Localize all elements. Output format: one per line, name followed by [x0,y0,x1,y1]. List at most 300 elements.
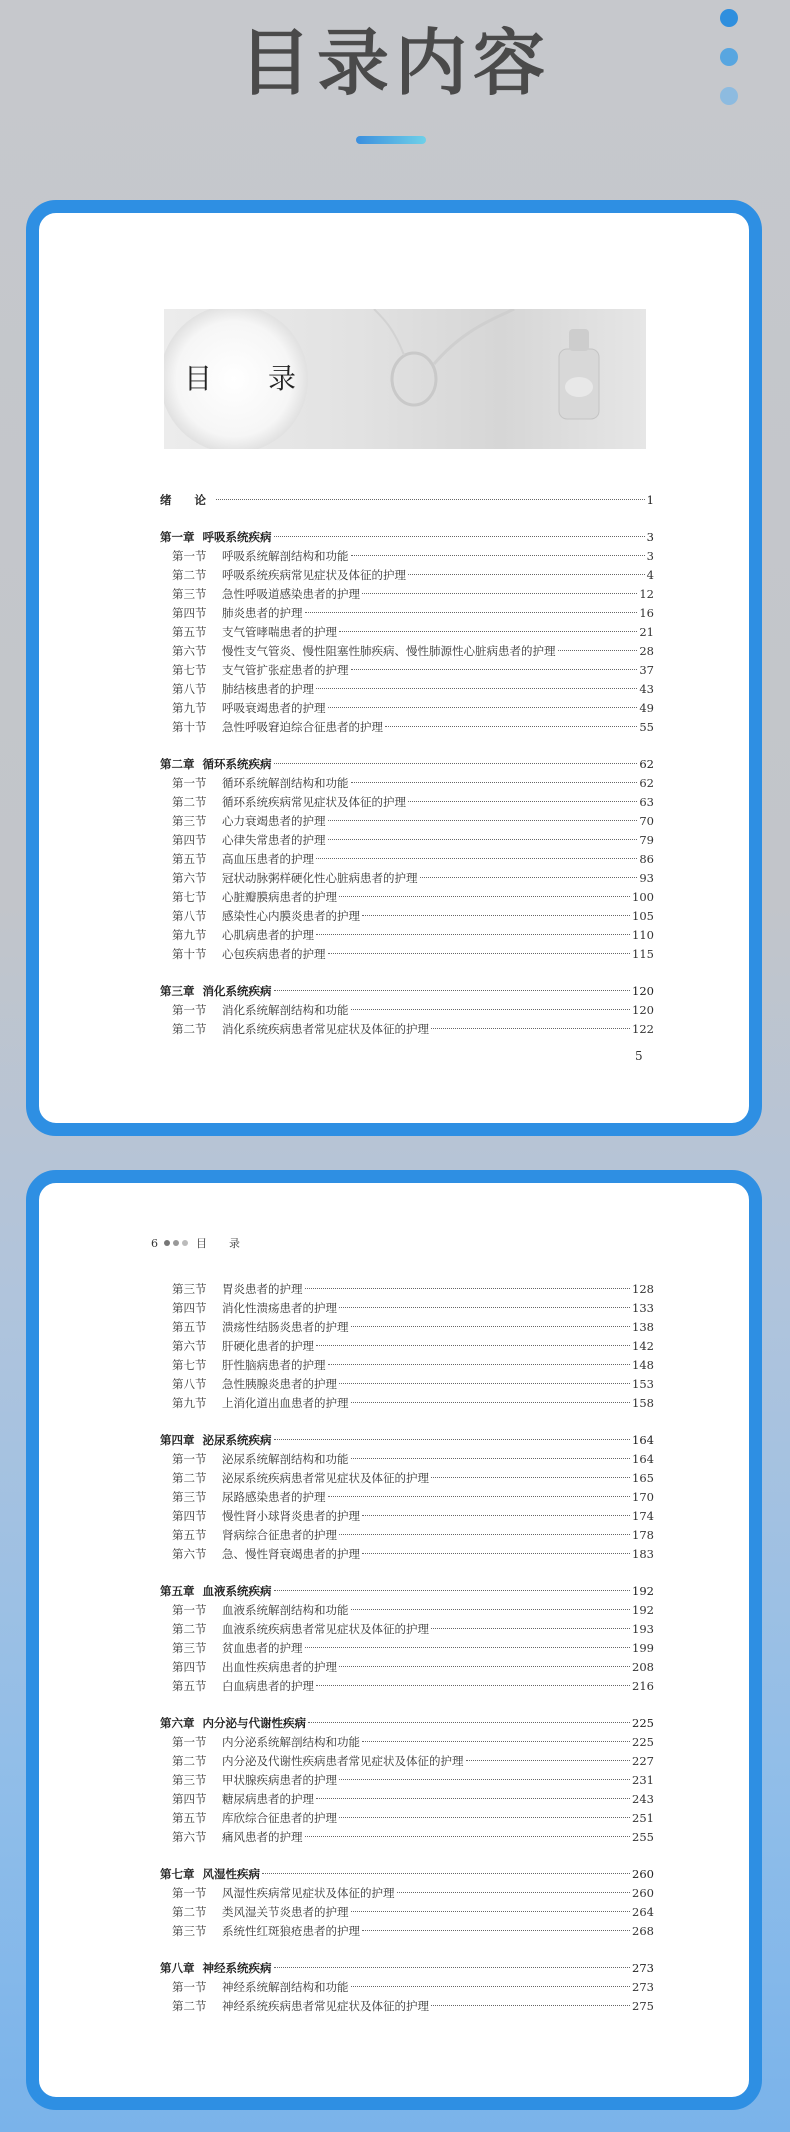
toc-page-card-2 [26,1170,762,2110]
toc-entry-title: 呼吸系统解剖结构和功能 [222,549,349,563]
toc-leader-dots [362,1553,630,1554]
toc-entry-number: 第六节 [172,1830,207,1844]
toc-entry-title: 冠状动脉粥样硬化性心脏病患者的护理 [222,871,418,885]
toc-entry-title: 神经系统疾病 [202,1961,272,1975]
toc-chapter-row[interactable] [160,755,654,774]
toc-section-row[interactable] [160,1545,654,1564]
toc-entry-title: 尿路感染患者的护理 [222,1490,326,1504]
toc-entry-number: 第一节 [172,549,207,563]
toc-entry-title: 系统性红斑狼疮患者的护理 [222,1924,360,1938]
toc-section-row[interactable] [160,566,654,585]
toc-leader-dots [305,1836,631,1837]
toc-leader-dots [262,1873,630,1874]
toc-entry-title: 慢性支气管炎、慢性阻塞性肺疾病、慢性肺源性心脏病患者的护理 [222,644,556,658]
toc-leader-dots [351,669,638,670]
toc-entry-number: 第二节 [172,795,207,809]
toc-leader-dots [316,1685,630,1686]
toc-entry-title: 慢性肾小球肾炎患者的护理 [222,1509,360,1523]
toc-entry-title: 风湿性疾病 [202,1867,260,1881]
toc-entry-page: 243 [632,1792,654,1806]
toc-entry-title: 糖尿病患者的护理 [222,1792,314,1806]
toc-entry-title: 肾病综合征患者的护理 [222,1528,337,1542]
toc-entry-page: 199 [632,1641,654,1655]
toc-entry-page: 86 [639,852,654,866]
toc-section-row[interactable] [160,1507,654,1526]
toc-entry-number: 第八节 [172,1377,207,1391]
toc-leader-dots [274,536,645,537]
toc-entry-page: 268 [632,1924,654,1938]
toc-leader-dots [420,877,638,878]
toc-entry-title: 内分泌与代谢性疾病 [202,1716,306,1730]
toc-chapter-row[interactable] [160,1714,654,1733]
toc-chapter-row[interactable] [160,1582,654,1601]
toc-section-row[interactable] [160,945,654,964]
toc-entry-page: 142 [632,1339,654,1353]
toc-leader-dots [316,934,630,935]
toc-leader-dots [351,1986,631,1987]
toc-leader-dots [305,612,638,613]
toc-section-row[interactable] [160,1450,654,1469]
toc-entry-page: 120 [632,984,654,998]
toc-entry-page: 55 [639,720,654,734]
toc-section-row[interactable] [160,585,654,604]
toc-entry-title: 溃疡性结肠炎患者的护理 [222,1320,349,1334]
toc-entry-page: 70 [639,814,654,828]
toc-leader-dots [308,1722,630,1723]
bullet-dot [182,1240,188,1246]
toc-entry-page: 128 [632,1282,654,1296]
toc-entry-number: 第一节 [172,776,207,790]
toc-entry-number: 绪 论 [160,493,206,507]
toc-entry-page: 115 [632,947,654,961]
toc-section-row[interactable] [160,926,654,945]
toc-header-image [164,309,646,449]
toc-entry-page: 1 [646,493,654,507]
toc-section-row[interactable] [160,699,654,718]
toc-entry-title: 急性呼吸窘迫综合征患者的护理 [222,720,383,734]
toc-entry-title: 高血压患者的护理 [222,852,314,866]
toc-entry-page: 3 [646,530,654,544]
toc-entry-number: 第三节 [172,814,207,828]
toc-entry-title: 甲状腺疾病患者的护理 [222,1773,337,1787]
toc-section-row[interactable] [160,907,654,926]
bullet-dot [164,1240,170,1246]
toc-entry-number: 第六章 [160,1716,195,1730]
toc-section-row[interactable] [160,604,654,623]
toc-entry-number: 第九节 [172,928,207,942]
decor-dot [720,87,738,105]
toc-gap [160,1696,654,1714]
toc-leader-dots [362,1930,630,1931]
toc-entry-title: 呼吸系统疾病常见症状及体征的护理 [222,568,406,582]
toc-entry-page: 93 [639,871,654,885]
toc-entry-title: 急性呼吸道感染患者的护理 [222,587,360,601]
decor-dot [720,9,738,27]
toc-entry-number: 第二节 [172,568,207,582]
toc-entry-title: 上消化道出血患者的护理 [222,1396,349,1410]
toc-leader-dots [351,1458,631,1459]
toc-section-row[interactable] [160,1677,654,1696]
toc-entry-title: 心肌病患者的护理 [222,928,314,942]
toc-entry-page: 183 [632,1547,654,1561]
toc-entry-title: 泌尿系统解剖结构和功能 [222,1452,349,1466]
toc-entry-page: 62 [639,757,654,771]
toc-gap [160,510,654,528]
toc-leader-dots [397,1892,631,1893]
toc-section-row[interactable] [160,888,654,907]
toc-entry-title: 贫血患者的护理 [222,1641,303,1655]
toc-entry-title: 急性胰腺炎患者的护理 [222,1377,337,1391]
toc-leader-dots [339,1666,630,1667]
toc-entry-number: 第二节 [172,1754,207,1768]
toc-entry-page: 174 [632,1509,654,1523]
toc-section-row[interactable] [160,1299,654,1318]
toc-entry-number: 第九节 [172,1396,207,1410]
toc-entry-number: 第三节 [172,1282,207,1296]
toc-entry-number: 第一节 [172,1003,207,1017]
toc-entry-page: 153 [632,1377,654,1391]
toc-entry-page: 148 [632,1358,654,1372]
toc-chapter-row[interactable] [160,1431,654,1450]
toc-section-row[interactable] [160,1337,654,1356]
toc-leader-dots [408,574,645,575]
toc-leader-dots [328,953,631,954]
toc-entry-title: 白血病患者的护理 [222,1679,314,1693]
toc-entry-title: 血液系统疾病患者常见症状及体征的护理 [222,1622,429,1636]
toc-entry-number: 第一节 [172,1735,207,1749]
toc-section-row[interactable] [160,1639,654,1658]
toc-entry-page: 28 [639,644,654,658]
toc-entry-page: 165 [632,1471,654,1485]
toc-entry-title: 消化性溃疡患者的护理 [222,1301,337,1315]
toc-gap [160,1564,654,1582]
toc-entry-number: 第一节 [172,1603,207,1617]
toc-entry-number: 第三节 [172,1490,207,1504]
toc-entry-number: 第二节 [172,1905,207,1919]
toc-chapter-row[interactable] [160,1865,654,1884]
toc-chapter-row[interactable] [160,1959,654,1978]
toc-section-row[interactable] [160,718,654,737]
toc-leader-dots [216,499,645,500]
toc-leader-dots [339,1307,630,1308]
toc-leader-dots [316,688,637,689]
toc-entry-number: 第六节 [172,871,207,885]
toc-entry-page: 192 [632,1603,654,1617]
toc-entry-title: 泌尿系统疾病 [202,1433,272,1447]
toc-section-row[interactable] [160,793,654,812]
toc-leader-dots [274,763,638,764]
toc-entry-title: 类风湿关节炎患者的护理 [222,1905,349,1919]
toc-leader-dots [316,1345,630,1346]
toc-section-row[interactable] [160,1978,654,1997]
toc-section-row[interactable] [160,1280,654,1299]
toc-leader-dots [362,593,637,594]
toc-entry-page: 225 [632,1716,654,1730]
toc-section-row[interactable] [160,1997,654,2016]
toc-leader-dots [362,1741,630,1742]
toc-leader-dots [351,555,645,556]
toc-leader-dots [328,820,638,821]
toc-entry-page: 164 [632,1452,654,1466]
toc-entry-number: 第十节 [172,947,207,961]
toc-section-row[interactable] [160,1356,654,1375]
toc-entry-page: 208 [632,1660,654,1674]
toc-section-row[interactable] [160,1733,654,1752]
running-head-text: 目 录 [196,1237,240,1250]
toc-entry-page: 164 [632,1433,654,1447]
toc-leader-dots [351,782,638,783]
toc-entry-title: 心律失常患者的护理 [222,833,326,847]
toc-entry-page: 62 [639,776,654,790]
toc-entry-title: 消化系统疾病患者常见症状及体征的护理 [222,1022,429,1036]
toc-entry-number: 第七章 [160,1867,195,1881]
toc-entry-page: 43 [639,682,654,696]
toc-entry-number: 第二章 [160,757,195,771]
toc-entry-page: 110 [632,928,654,942]
toc-entry-page: 225 [632,1735,654,1749]
toc-leader-dots [351,1326,631,1327]
toc-entry-number: 第六节 [172,1547,207,1561]
toc-entry-title: 急、慢性肾衰竭患者的护理 [222,1547,360,1561]
toc-leader-dots [339,1817,630,1818]
running-head-bullets [164,1240,188,1246]
toc-section-row[interactable] [160,1318,654,1337]
toc-entry-title: 呼吸衰竭患者的护理 [222,701,326,715]
toc-entry-title: 感染性心内膜炎患者的护理 [222,909,360,923]
toc-entry-page: 178 [632,1528,654,1542]
toc-leader-dots [431,1477,630,1478]
toc-entry-page: 273 [632,1961,654,1975]
toc-section-row[interactable] [160,1375,654,1394]
toc-entry-number: 第五节 [172,1811,207,1825]
toc-entry-page: 227 [632,1754,654,1768]
toc-entry-title: 神经系统解剖结构和功能 [222,1980,349,1994]
toc-leader-dots [328,1364,631,1365]
toc-entry-title: 肺炎患者的护理 [222,606,303,620]
toc-section-row[interactable] [160,1601,654,1620]
toc-entry-title: 支气管扩张症患者的护理 [222,663,349,677]
decor-dot [720,48,738,66]
toc-entry-page: 251 [632,1811,654,1825]
toc-section-row[interactable] [160,869,654,888]
toc-entry-number: 第二节 [172,1999,207,2013]
toc-section-row[interactable] [160,812,654,831]
toc-section-row[interactable] [160,1922,654,1941]
toc-leader-dots [558,650,638,651]
toc-entry-number: 第五节 [172,625,207,639]
title-underline [356,136,426,144]
toc-entry-title: 心脏瓣膜病患者的护理 [222,890,337,904]
toc-entry-page: 260 [632,1867,654,1881]
toc-leader-dots [274,1439,631,1440]
toc-entry-page: 273 [632,1980,654,1994]
toc-entry-title: 痛风患者的护理 [222,1830,303,1844]
toc-section-row[interactable] [160,1620,654,1639]
running-head [151,1235,240,1251]
toc-chapter-row[interactable] [160,491,654,510]
toc-section-row[interactable] [160,1790,654,1809]
toc-entry-number: 第五节 [172,1528,207,1542]
toc-leader-dots [408,801,637,802]
toc-entry-title: 心包疾病患者的护理 [222,947,326,961]
toc-leader-dots [274,1590,631,1591]
toc-section-row[interactable] [160,1658,654,1677]
toc-entry-number: 第八节 [172,909,207,923]
toc-leader-dots [351,1402,631,1403]
toc-section-row[interactable] [160,1809,654,1828]
toc-entry-title: 支气管哮喘患者的护理 [222,625,337,639]
toc-entry-title: 肺结核患者的护理 [222,682,314,696]
toc-entry-number: 第一节 [172,1886,207,1900]
toc-section-row[interactable] [160,1001,654,1020]
toc-section-row[interactable] [160,1488,654,1507]
toc-entry-number: 第三节 [172,1641,207,1655]
toc-entry-title: 循环系统疾病常见症状及体征的护理 [222,795,406,809]
toc-leader-dots [339,1383,630,1384]
toc-entry-title: 消化系统疾病 [202,984,272,998]
toc-gap [160,737,654,755]
toc-entry-number: 第一节 [172,1452,207,1466]
toc-leader-dots [328,707,638,708]
toc-entry-page: 264 [632,1905,654,1919]
toc-entry-title: 风湿性疾病常见症状及体征的护理 [222,1886,395,1900]
toc-entry-number: 第六节 [172,644,207,658]
toc-page-card-1 [26,200,762,1136]
toc-leader-dots [305,1647,631,1648]
toc-entry-page: 275 [632,1999,654,2013]
toc-entry-page: 105 [632,909,654,923]
toc-section-row[interactable] [160,1884,654,1903]
toc-entry-title: 消化系统解剖结构和功能 [222,1003,349,1017]
toc-entry-title: 内分泌及代谢性疾病患者常见症状及体征的护理 [222,1754,464,1768]
toc-entry-number: 第三节 [172,587,207,601]
toc-entry-page: 100 [632,890,654,904]
toc-entry-number: 第二节 [172,1471,207,1485]
toc-entry-title: 内分泌系统解剖结构和功能 [222,1735,360,1749]
toc-section-row[interactable] [160,1020,654,1039]
toc-section-row[interactable] [160,850,654,869]
toc-entry-title: 肝硬化患者的护理 [222,1339,314,1353]
toc-entry-page: 3 [646,549,654,563]
toc-entry-title: 泌尿系统疾病患者常见症状及体征的护理 [222,1471,429,1485]
toc-section-row[interactable] [160,661,654,680]
toc-entry-number: 第九节 [172,701,207,715]
toc-entry-number: 第四节 [172,1301,207,1315]
toc-leader-dots [339,1779,630,1780]
toc-entry-number: 第四章 [160,1433,195,1447]
toc-section-row[interactable] [160,1752,654,1771]
toc-leader-dots [274,1967,631,1968]
toc-entry-page: 133 [632,1301,654,1315]
toc-section-row[interactable] [160,680,654,699]
toc-section-row[interactable] [160,1526,654,1545]
toc-entry-title: 循环系统解剖结构和功能 [222,776,349,790]
toc-entry-number: 第七节 [172,1358,207,1372]
toc-leader-dots [339,896,630,897]
toc-section-row[interactable] [160,1828,654,1847]
toc-chapter-row[interactable] [160,982,654,1001]
toc-leader-dots [316,858,637,859]
toc-entry-number: 第五章 [160,1584,195,1598]
toc-entry-number: 第八章 [160,1961,195,1975]
toc-leader-dots [339,631,637,632]
toc-entry-page: 122 [632,1022,654,1036]
toc-entry-page: 21 [639,625,654,639]
bullet-dot [173,1240,179,1246]
toc-entry-number: 第二节 [172,1622,207,1636]
toc-entry-number: 第八节 [172,682,207,696]
toc-entry-page: 260 [632,1886,654,1900]
toc-entry-page: 63 [639,795,654,809]
toc-entry-number: 第六节 [172,1339,207,1353]
toc-entry-number: 第四节 [172,833,207,847]
toc-entry-page: 231 [632,1773,654,1787]
toc-entry-number: 第三章 [160,984,195,998]
toc-leader-dots [316,1798,630,1799]
toc-list [160,1280,654,2016]
toc-gap [160,964,654,982]
toc-leader-dots [362,1515,630,1516]
toc-entry-title: 库欣综合征患者的护理 [222,1811,337,1825]
toc-entry-title: 肝性脑病患者的护理 [222,1358,326,1372]
toc-entry-title: 神经系统疾病患者常见症状及体征的护理 [222,1999,429,2013]
toc-section-row[interactable] [160,1394,654,1413]
toc-entry-title: 出血性疾病患者的护理 [222,1660,337,1674]
toc-leader-dots [431,2005,630,2006]
toc-entry-page: 79 [639,833,654,847]
toc-entry-page: 192 [632,1584,654,1598]
toc-section-row[interactable] [160,831,654,850]
toc-section-row[interactable] [160,623,654,642]
toc-section-row[interactable] [160,1903,654,1922]
toc-entry-page: 216 [632,1679,654,1693]
toc-entry-page: 37 [639,663,654,677]
toc-entry-number: 第四节 [172,1792,207,1806]
toc-chapter-row[interactable] [160,528,654,547]
toc-entry-page: 138 [632,1320,654,1334]
toc-leader-dots [274,990,631,991]
toc-gap [160,1413,654,1431]
toc-entry-number: 第三节 [172,1773,207,1787]
toc-entry-number: 第四节 [172,1509,207,1523]
toc-leader-dots [351,1609,631,1610]
toc-entry-number: 第七节 [172,890,207,904]
toc-entry-number: 第五节 [172,1679,207,1693]
toc-leader-dots [362,915,630,916]
toc-section-row[interactable] [160,774,654,793]
toc-entry-title: 血液系统解剖结构和功能 [222,1603,349,1617]
toc-gap [160,1847,654,1865]
toc-entry-page: 120 [632,1003,654,1017]
toc-entry-page: 12 [639,587,654,601]
toc-entry-title: 血液系统疾病 [202,1584,272,1598]
toc-leader-dots [328,839,638,840]
toc-entry-number: 第七节 [172,663,207,677]
toc-list [160,491,654,1039]
toc-section-row[interactable] [160,547,654,566]
toc-entry-number: 第五节 [172,1320,207,1334]
toc-entry-title: 胃炎患者的护理 [222,1282,303,1296]
toc-entry-page: 255 [632,1830,654,1844]
toc-entry-title: 循环系统疾病 [202,757,272,771]
toc-leader-dots [339,1534,630,1535]
toc-section-row[interactable] [160,1469,654,1488]
toc-section-row[interactable] [160,1771,654,1790]
toc-entry-number: 第四节 [172,606,207,620]
toc-entry-title: 呼吸系统疾病 [202,530,272,544]
toc-section-row[interactable] [160,642,654,661]
toc-leader-dots [305,1288,631,1289]
